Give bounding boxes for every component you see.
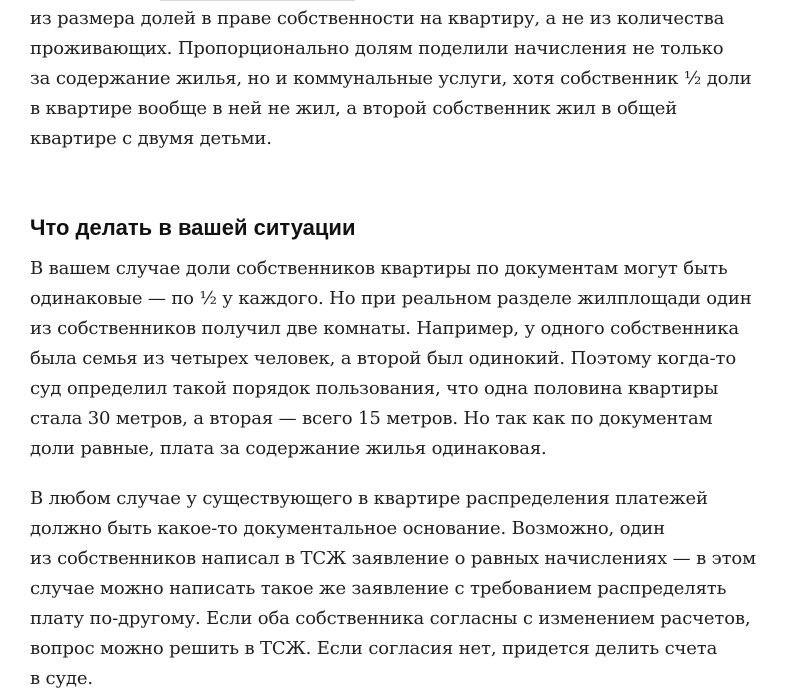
paragraph-line: проживающих. Пропорционально долям поделили начисления не только bbox=[30, 38, 724, 59]
paragraph-line: В вашем случае доли собственников квартиры по документам могут быть bbox=[30, 258, 728, 279]
paragraph-line: за содержание жилья, но и коммунальные услуги, хотя собственник ½ доли bbox=[30, 68, 752, 89]
top-divider bbox=[160, 0, 355, 1]
paragraph-line: в суде. bbox=[30, 668, 93, 689]
paragraph-line: стала 30 метров, а вторая — всего 15 метров. Но так как по документам bbox=[30, 408, 713, 429]
paragraph-2 bbox=[30, 254, 752, 464]
paragraph-line: была семья из четырех человек, а второй был одинокий. Поэтому когда-то bbox=[30, 348, 737, 369]
paragraph-line: вопрос можно решить в ТСЖ. Если согласия нет, придется делить счета bbox=[30, 638, 718, 659]
paragraph-line: случае можно написать такое же заявление с требованием распределять bbox=[30, 578, 727, 599]
paragraph-line: квартире с двумя детьми. bbox=[30, 128, 272, 149]
paragraph-line: доли равные, плата за содержание жилья одинаковая. bbox=[30, 438, 547, 459]
paragraph-3 bbox=[30, 484, 756, 694]
paragraph-line: суд определил такой порядок пользования, что одна половина квартиры bbox=[30, 378, 719, 399]
paragraph-1 bbox=[30, 4, 751, 154]
paragraph-line: из собственников написал в ТСЖ заявление о равных начислениях — в этом bbox=[30, 548, 756, 569]
paragraph-line: плату по-другому. Если оба собственника согласны с изменением расчетов, bbox=[30, 608, 751, 629]
section-heading: Что делать в вашей ситуации bbox=[30, 215, 356, 240]
paragraph-line: должно быть какое-то документальное основание. Возможно, один bbox=[30, 518, 666, 539]
paragraph-line: из размера долей в праве собственности на квартиру, а не из количества bbox=[30, 8, 725, 29]
paragraph-line: В любом случае у существующего в квартире распределения платежей bbox=[30, 488, 708, 509]
paragraph-line: одинаковые — по ½ у каждого. Но при реальном разделе жилплощади один bbox=[30, 288, 752, 309]
paragraph-line: в квартире вообще в ней не жил, а второй собственник жил в общей bbox=[30, 98, 678, 119]
paragraph-line: из собственников получил две комнаты. Например, у одного собственника bbox=[30, 318, 739, 339]
